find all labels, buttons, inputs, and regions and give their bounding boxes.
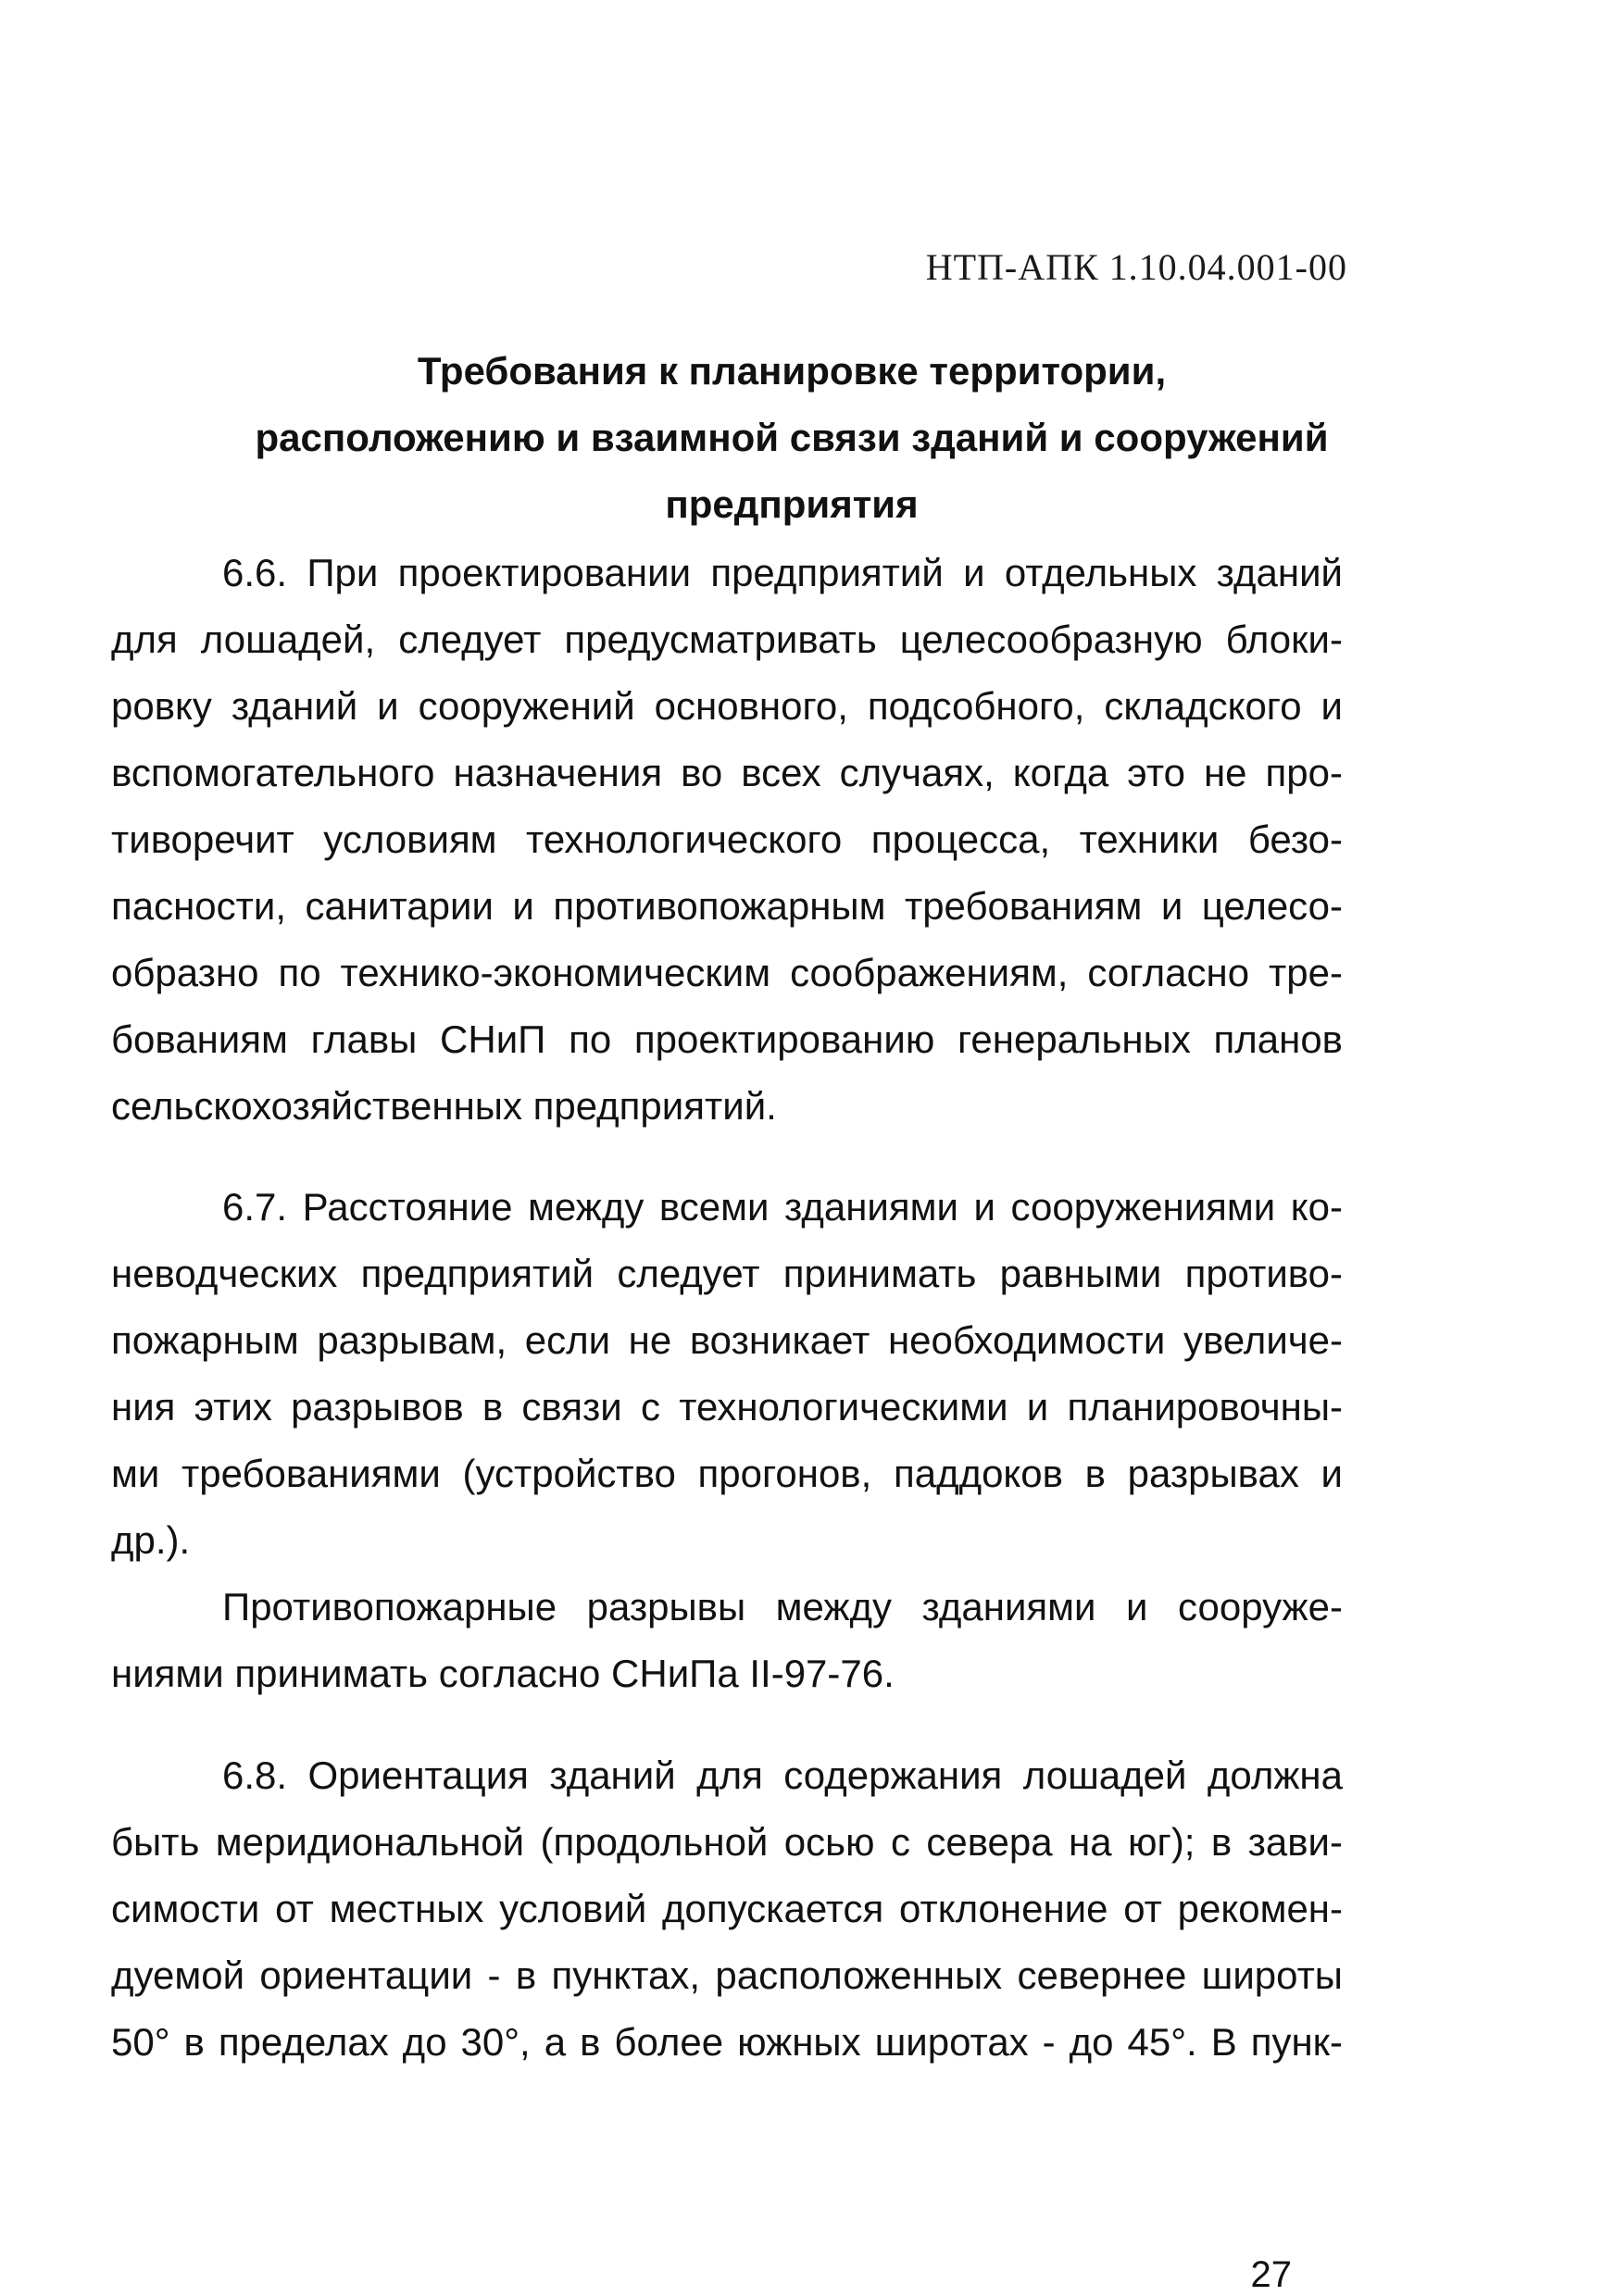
paragraph-line: 6.6. При проектировании предприятий и отдельных зданий <box>222 551 1343 594</box>
paragraph-line: 6.7. Расстояние между всеми зданиями и сооружениями ко- <box>222 1185 1343 1229</box>
document-code: НТП-АПК 1.10.04.001-00 <box>925 246 1347 288</box>
paragraph-line: сельскохозяйственных предприятий. <box>111 1084 777 1128</box>
paragraph-line: симости от местных условий допускается отклонение от рекомен- <box>111 1887 1343 1930</box>
page-number: 27 <box>1250 2254 1292 2295</box>
paragraph-6-6 <box>111 540 1343 1140</box>
section-heading <box>241 338 1343 538</box>
paragraph-6-7 <box>111 1174 1343 1574</box>
paragraph-line: тиворечит условиям технологического процесса, техники безо- <box>111 817 1343 861</box>
paragraph-line: Противопожарные разрывы между зданиями и сооруже- <box>222 1585 1343 1628</box>
paragraph-line: пожарным разрывам, если не возникает необходимости увеличе- <box>111 1318 1343 1362</box>
paragraph-line: неводческих предприятий следует принимать равными противо- <box>111 1252 1343 1295</box>
heading-line: расположению и взаимной связи зданий и сооружений <box>255 416 1329 459</box>
paragraph-line: пасности, санитарии и противопожарным требованиям и целесо- <box>111 884 1343 928</box>
paragraph-line: быть меридиональной (продольной осью с севера на юг); в зави- <box>111 1820 1343 1864</box>
heading-line: предприятия <box>665 482 919 526</box>
paragraph-line: ровку зданий и сооружений основного, подсобного, складского и <box>111 684 1343 728</box>
paragraph-line: 50° в пределах до 30°, а в более южных широтах - до 45°. В пунк- <box>111 2020 1343 2064</box>
paragraph-line: 6.8. Ориентация зданий для содержания лошадей должна <box>222 1753 1343 1797</box>
paragraph-line: образно по технико-экономическим соображениям, согласно тре- <box>111 951 1343 994</box>
paragraph-line: дуемой ориентации - в пунктах, расположенных севернее широты <box>111 1953 1343 1997</box>
paragraph-line: ниями принимать согласно СНиПа II-97-76. <box>111 1652 895 1695</box>
paragraph-line: вспомогательного назначения во всех случаях, когда это не про- <box>111 751 1343 794</box>
paragraph-line: для лошадей, следует предусматривать целесообразную блоки- <box>111 618 1343 661</box>
paragraph-fire-breaks <box>111 1574 1343 1707</box>
heading-line: Требования к планировке территории, <box>417 349 1167 393</box>
paragraph-6-8 <box>111 1742 1343 2076</box>
paragraph-line: ния этих разрывов в связи с технологическими и планировочны- <box>111 1385 1343 1429</box>
paragraph-line: др.). <box>111 1518 191 1562</box>
paragraph-line: ми требованиями (устройство прогонов, паддоков в разрывах и <box>111 1452 1343 1495</box>
paragraph-line: бованиям главы СНиП по проектированию генеральных планов <box>111 1017 1343 1061</box>
